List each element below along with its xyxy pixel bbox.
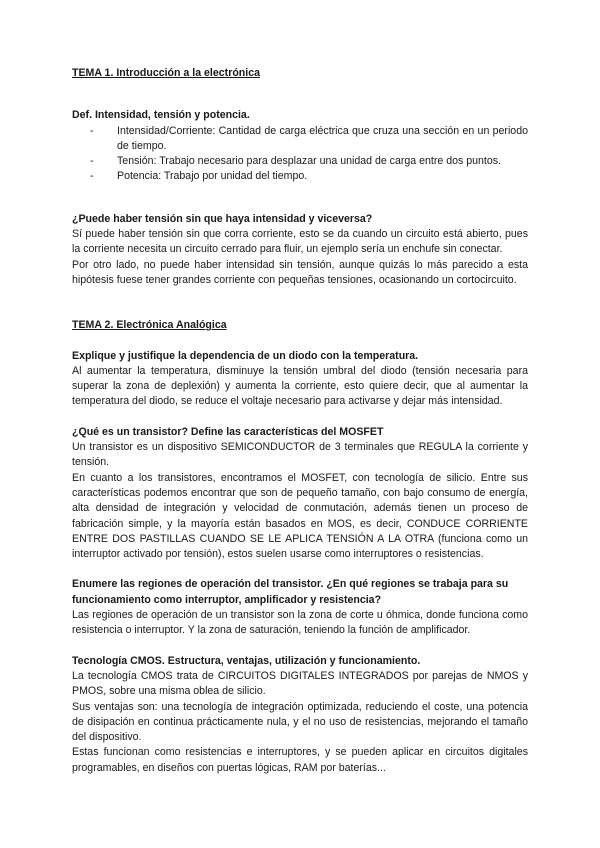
list-item: - Potencia: Trabajo por unidad del tiempo. xyxy=(90,170,308,183)
question-heading: Explique y justifique la dependencia de un diodo con la temperatura. xyxy=(72,349,419,362)
tema2-title: TEMA 2. Electrónica Analógica xyxy=(72,319,227,332)
list-item: - Tensión: Trabajo necesario para desplazar una unidad de carga entre dos puntos. xyxy=(90,155,501,168)
list-item: - Intensidad/Corriente: Cantidad de carga eléctrica que cruza una sección en un periodo de tiempo. xyxy=(90,124,528,152)
answer-paragraph: Sí puede haber tensión sin que corra corriente, esto se da cuando un circuito está abierto, pues la corriente necesita un circuito cerrado para fluir, un ejemplo sería un enchufe sin conectar. xyxy=(72,228,528,256)
definition-heading: Def. Intensidad, tensión y potencia. xyxy=(72,109,250,122)
answer-paragraph: Sus ventajas son: una tecnología de integración optimizada, reduciendo el coste, una potencia de disipación en continua prácticamente nula, y el no uso de resistencias, mejorando el tamaño del dispositivo. xyxy=(72,700,528,744)
definition-list xyxy=(72,124,528,185)
question-heading: ¿Puede haber tensión sin que haya intensidad y viceversa? xyxy=(72,212,373,225)
answer-paragraph: Por otro lado, no puede haber intensidad sin tensión, aunque quizás lo más parecido a esta hipótesis fuese tener grandes corriente con pequeñas tensiones, ocasionando un cortocircuito. xyxy=(72,258,528,286)
question-heading: Tecnología CMOS. Estructura, ventajas, utilización y funcionamiento. xyxy=(72,654,421,667)
answer-paragraph: En cuanto a los transistores, encontramos el MOSFET, con tecnología de silicio. Entre sus características podemos encontrar que son de pequeño tamaño, con bajo consumo de energía, alta densidad de integración y velocidad de conmutación, además tienen un proceso de fabricación simple, y la mayoría están basados en MOS, es decir, CONDUCE CORRIENTE ENTRE DOS PASTILLAS CUANDO SE LE APLICA TENSIÓN A LA OTRA (funciona como un interruptor activado por tensión), estos suelen usarse como interruptores o resistencias. xyxy=(72,471,528,561)
question-heading: ¿Qué es un transistor? Define las características del MOSFET xyxy=(72,425,384,438)
answer-paragraph: Las regiones de operación de un transistor son la zona de corte u óhmica, donde funciona como resistencia o interruptor. Y la zona de saturación, teniendo la función de amplificador. xyxy=(72,609,528,637)
answer-paragraph: Estas funcionan como resistencias e interruptores, y se pueden aplicar en circuitos digitales programables, en diseños con puertas lógicas, RAM por baterías... xyxy=(72,746,528,774)
answer-paragraph: La tecnología CMOS trata de CIRCUITOS DIGITALES INTEGRADOS por parejas de NMOS y PMOS, sobre una misma oblea de silicio. xyxy=(72,669,528,698)
answer-paragraph: Un transistor es un dispositivo SEMICONDUCTOR de 3 terminales que REGULA la corriente y tensión. xyxy=(72,441,528,469)
answer-paragraph: Al aumentar la temperatura, disminuye la tensión umbral del diodo (tensión necesaria para superar la zona de deplexión) y aumenta la corriente, esto quiere decir, que al aumentar la temperatura del diodo, se reduce el voltaje necesario para activarse y dejar más intensidad. xyxy=(72,364,528,408)
document-content xyxy=(72,66,528,776)
question-heading: Enumere las regiones de operación del transistor. ¿En qué regiones se trabaja para su funcionamiento como interruptor, amplificador y resistencia? xyxy=(72,578,509,606)
tema1-title: TEMA 1. Introducción a la electrónica xyxy=(72,67,260,79)
